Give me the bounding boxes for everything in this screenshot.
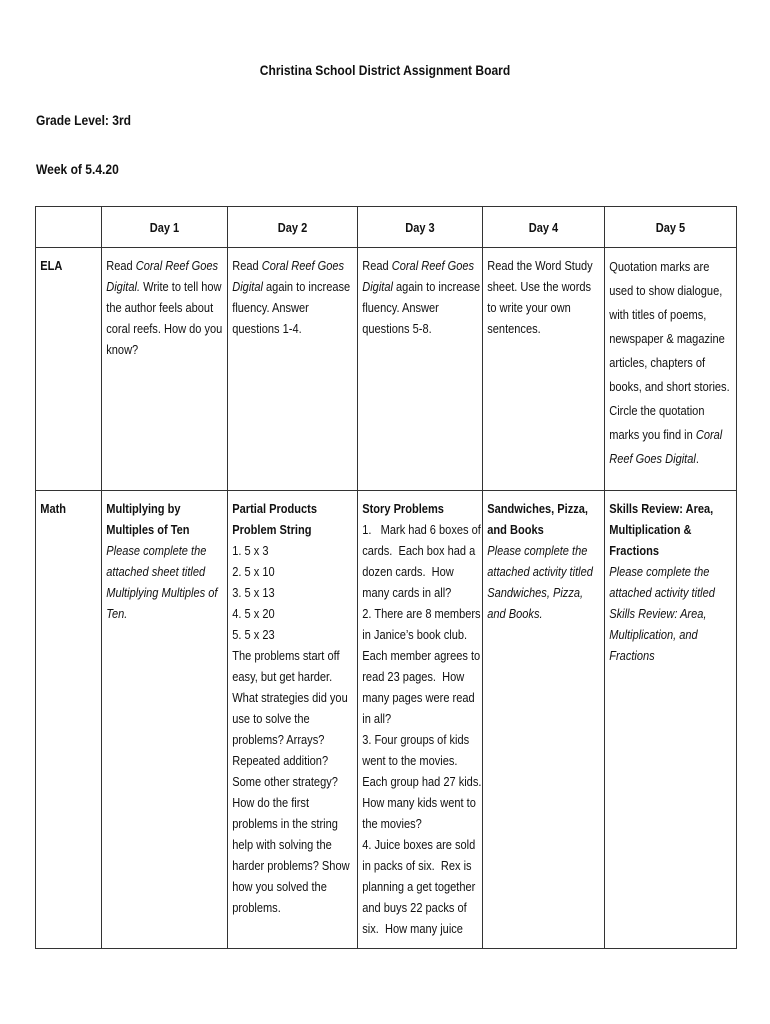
ela-day1-cell: Read Coral Reef Goes Digital. Write to tell how the author feels about coral reefs. How do you know? xyxy=(102,248,228,491)
assignment-table xyxy=(35,206,737,949)
list-item: 3. 5 x 13 xyxy=(232,585,275,600)
grade-level: Grade Level: 3rd xyxy=(36,112,132,128)
table-header-row xyxy=(36,207,737,248)
math-day5-cell: Skills Review: Area, Multiplication & Fractions Please complete the attached activity titled Skills Review: Area, Multiplication, and Fractions xyxy=(605,491,737,949)
math-day4-cell: Sandwiches, Pizza, and Books Please complete the attached activity titled Sandwiches, Pizza, and Books. xyxy=(483,491,605,949)
list-item: 2. 5 x 10 xyxy=(232,564,275,579)
row-header-ela: ELA xyxy=(36,248,102,491)
list-item: 4. 5 x 20 xyxy=(232,606,275,621)
page-title: Christina School District Assignment Board xyxy=(259,62,511,78)
table-row-math xyxy=(36,491,737,949)
list-item: 1. 5 x 3 xyxy=(232,543,269,558)
math-day1-cell: Multiplying by Multiples of Ten Please complete the attached sheet titled Multiplying Multiples of Ten. xyxy=(102,491,228,949)
column-header-day3: Day 3 xyxy=(358,207,483,248)
list-item: 5. 5 x 23 xyxy=(232,627,275,642)
column-header-day2: Day 2 xyxy=(228,207,358,248)
corner-cell xyxy=(36,207,102,248)
math-day2-cell: Partial Products Problem String 1. 5 x 3 2. 5 x 10 3. 5 x 13 4. 5 x 20 5. 5 x 23 The problems start off easy, but get harder. What strategies did you use to solve the problems? Arrays? Repeated addition? Some other strategy? How do the first problems in the string help with solving the harder problems? Show how you solved the problems. xyxy=(228,491,358,949)
math-day3-cell: Story Problems 1. Mark had 6 boxes of cards. Each box had a dozen cards. How many cards in all? 2. There are 8 members in Janice’s book club. Each member agrees to read 23 pages. How many pages were read in all? 3. Four groups of kids went to the movies. Each group had 27 kids. How many kids went to the movies? 4. Juice boxes are sold in packs of six. Rex is planning a get together and buys 22 packs of six. How many juice xyxy=(358,491,483,949)
ela-day4-cell: Read the Word Study sheet. Use the words to write your own sentences. xyxy=(483,248,605,491)
column-header-day5: Day 5 xyxy=(605,207,737,248)
column-header-day4: Day 4 xyxy=(483,207,605,248)
ela-day3-cell: Read Coral Reef Goes Digital again to increase fluency. Answer questions 5-8. xyxy=(358,248,483,491)
ela-day5-cell: Quotation marks are used to show dialogue, with titles of poems, newspaper & magazine articles, chapters of books, and short stories. Circle the quotation marks you find in Coral Reef Goes Digital. xyxy=(605,248,737,491)
week-label: Week of 5.4.20 xyxy=(36,161,119,177)
row-header-math: Math xyxy=(36,491,102,949)
table-row-ela xyxy=(36,248,737,491)
ela-day2-cell: Read Coral Reef Goes Digital again to increase fluency. Answer questions 1-4. xyxy=(228,248,358,491)
column-header-day1: Day 1 xyxy=(102,207,228,248)
